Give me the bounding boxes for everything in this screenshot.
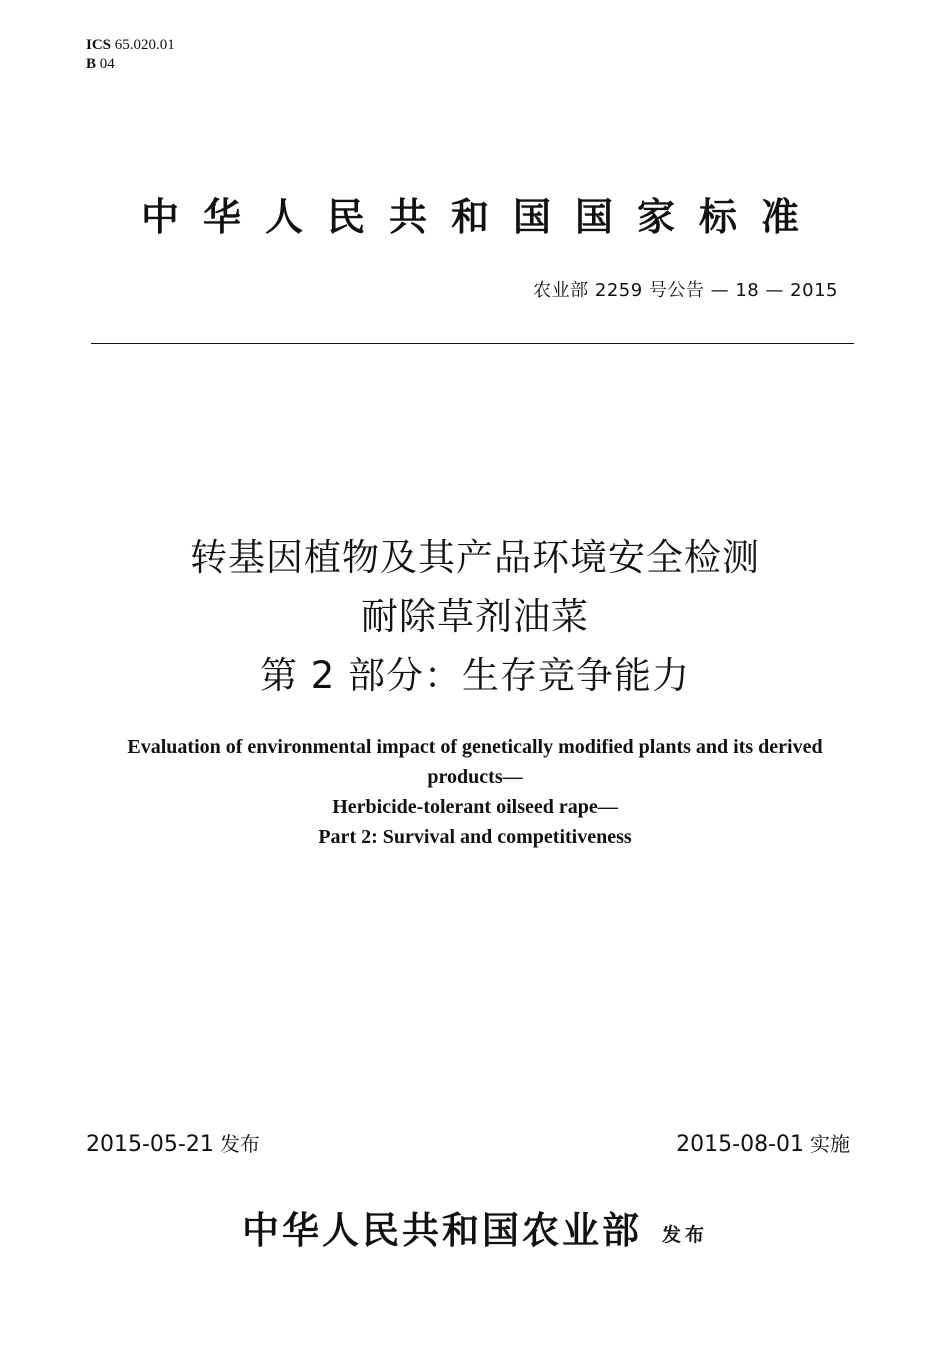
divider — [91, 343, 854, 344]
effective-date-block — [676, 1128, 850, 1157]
effective-date: 2015-08-01 — [676, 1132, 804, 1157]
effective-label: 实施 — [810, 1132, 850, 1156]
issue-date-block — [86, 1128, 260, 1157]
class-code: 04 — [99, 56, 115, 72]
english-title-line-3: Herbicide-tolerant oilseed rape— — [332, 796, 618, 818]
issue-date: 2015-05-21 — [86, 1132, 214, 1157]
english-title-line-1: Evaluation of environmental impact of genetically modified plants and its derived — [127, 736, 823, 758]
class-line — [86, 55, 175, 74]
chinese-title-line-2: 耐除草剂油菜 — [361, 595, 589, 638]
standard-number: 农业部 2259 号公告 — 18 — 2015 — [533, 280, 838, 301]
english-title-line-2: products— — [427, 766, 523, 788]
issue-label: 发布 — [219, 1132, 260, 1156]
chinese-title-line-3: 第 2 部分：生存竞争能力 — [259, 654, 691, 697]
issuer-name: 中华人民共和国农业部 — [241, 1208, 642, 1252]
chinese-title-line-1: 转基因植物及其产品环境安全检测 — [190, 536, 760, 579]
issuer-block — [0, 1200, 950, 1254]
english-title-line-4: Part 2: Survival and competitiveness — [318, 826, 632, 848]
class-label: B — [86, 56, 97, 72]
ics-label: ICS — [86, 37, 112, 53]
issuer-label: 发布 — [661, 1224, 708, 1246]
classification-block — [86, 36, 175, 74]
national-standard-title: 中华人民共和国国家标准 — [140, 195, 823, 239]
ics-line — [86, 36, 175, 55]
english-title — [50, 732, 900, 852]
ics-code: 65.020.01 — [114, 37, 175, 53]
